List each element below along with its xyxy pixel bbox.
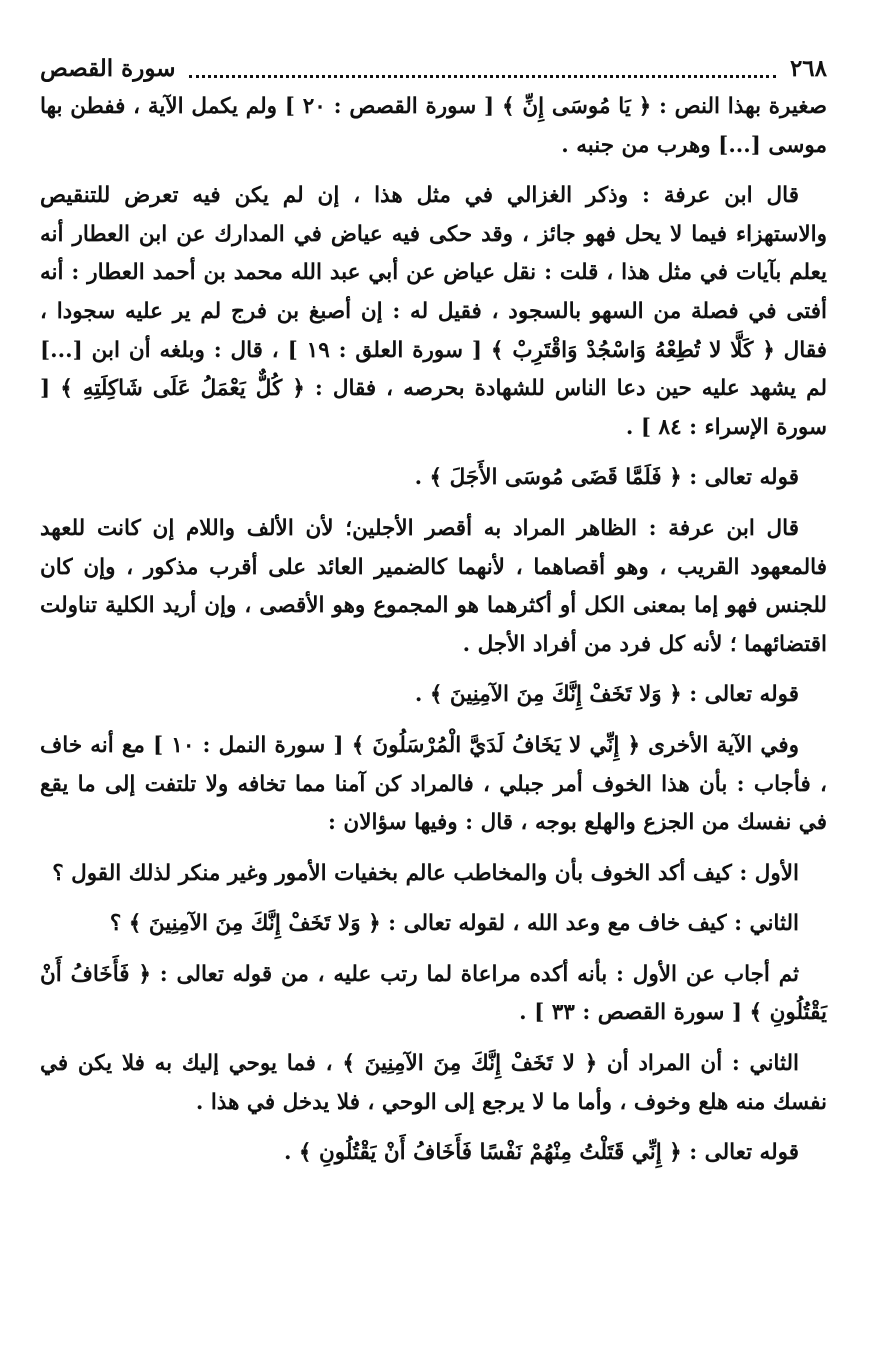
paragraph: قوله تعالى : ﴿ إِنِّي قَتَلْتُ مِنْهُمْ نَفْسًا فَأَخَافُ أَنْ يَقْتُلُونِ ﴾ .: [283, 1140, 799, 1166]
surah-title: سورة القصص: [40, 55, 176, 82]
page-header: [40, 52, 827, 86]
paragraph: الأول : كيف أكد الخوف بأن والمخاطب عالم بخفيات الأمور وغير منكر لذلك القول ؟: [52, 860, 799, 886]
page-number: ٢٦٨: [789, 55, 827, 82]
paragraph: قوله تعالى : ﴿ فَلَمَّا قَضَى مُوسَى الأَجَلَ ﴾ .: [414, 465, 799, 491]
paragraph: الثاني : أن المراد أن ﴿ لا تَخَفْ إِنَّكَ مِنَ الآمِنِينَ ﴾ ، فما يوحي إليك به فلا يكن في نفسك منه هلع وخوف ، وأما ما لا يرجع إلى الوحي ، فلا يدخل في هذا .: [40, 1051, 827, 1115]
paragraph: ثم أجاب عن الأول : بأنه أكده مراعاة لما رتب عليه ، من قوله تعالى : ﴿ فَأَخَافُ أَنْ يَقْتُلُونِ ﴾ [ سورة القصص : ٣٣ ] .: [40, 961, 827, 1026]
paragraph: وفي الآية الأخرى ﴿ إِنِّي لا يَخَافُ لَدَيَّ الْمُرْسَلُونَ ﴾ [ سورة النمل : ١٠ ] مع أنه خاف ، فأجاب : بأن هذا الخوف أمر جبلي ، فالمراد كن آمنا مما تخافه ولا تلتفت إلى ما يقع في نفسك من الجزع والهلع بوجه ، قال : وفيها سؤالان :: [40, 732, 827, 836]
paragraph: الثاني : كيف خاف مع وعد الله ، لقوله تعالى : ﴿ وَلا تَخَفْ إِنَّكَ مِنَ الآمِنِينَ ﴾ ؟: [109, 911, 799, 937]
paragraph: قوله تعالى : ﴿ وَلا تَخَفْ إِنَّكَ مِنَ الآمِنِينَ ﴾ .: [414, 682, 799, 708]
paragraph: صغيرة بهذا النص : ﴿ يَا مُوسَى إِنِّ ﴾ [ سورة القصص : ٢٠ ] ولم يكمل الآية ، ففطن بها موسى [...] وهرب من جنبه .: [40, 94, 827, 158]
header-dotted-rule: [189, 75, 775, 78]
paragraph: قال ابن عرفة : الظاهر المراد به أقصر الأجلين؛ لأن الألف واللام إن كانت للعهد فالمعهود القريب ، وهو أقصاهما ، لأنهما كالضمير العائد على أقرب مذكور ، وإن كان للجنس فهو إما بمعنى الكل أو أكثرهما هو المجموع وهو الأقصى ، وإن أريد الكلية تناولت اقتضائهما ؛ لأنه كل فرد من أفراد الأجل .: [40, 515, 827, 657]
paragraph: قال ابن عرفة : وذكر الغزالي في مثل هذا ، إن لم يكن فيه تعرض للتنقيص والاستهزاء فيما لا يحل فهو جائز ، وقد حكى فيه عياض في المدارك عن ابن العطار أنه يعلم بآيات في مثل هذا ، قلت : نقل عياض عن أبي عبد الله محمد بن أحمد العطار : أنه أفتى في فصلة من السهو بالسجود ، فقيل له : إن أصبغ بن فرج لم ير عليه سجودا ، فقال ﴿ كَلَّا لا تُطِعْهُ وَاسْجُدْ وَاقْتَرِبْ ﴾ [ سورة العلق : ١٩ ] ، قال : وبلغه أن ابن [...] لم يشهد عليه حين دعا الناس للشهادة بحرصه ، فقال : ﴿ كُلٌّ يَعْمَلُ عَلَى شَاكِلَتِهِ ﴾ [ سورة الإسراء : ٨٤ ] .: [40, 183, 827, 440]
